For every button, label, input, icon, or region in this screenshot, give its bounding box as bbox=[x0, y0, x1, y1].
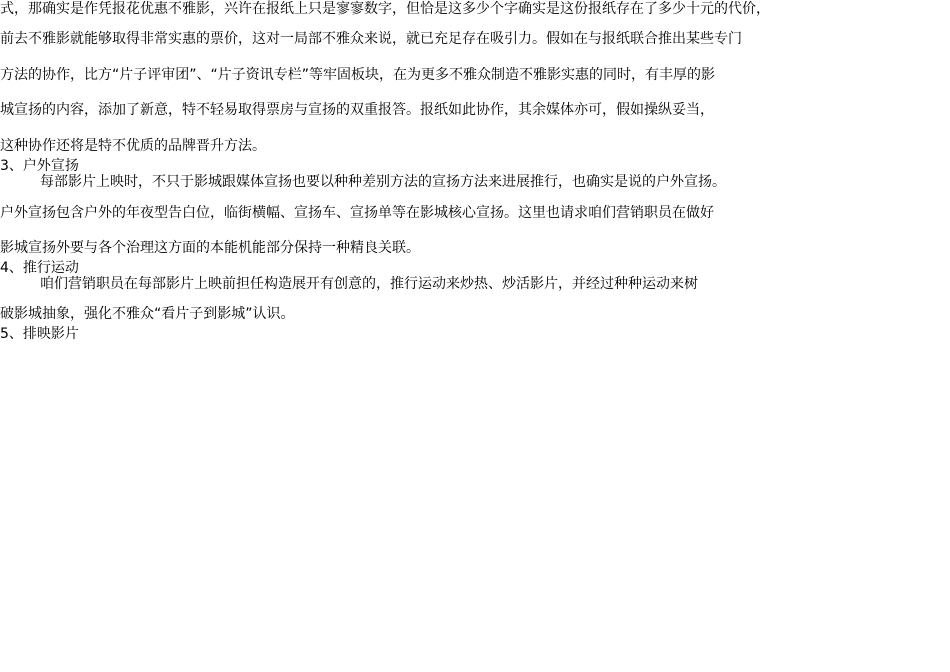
paragraph-line: 影城宣扬外要与各个治理这方面的本能机能部分保持一种精良关联。 bbox=[0, 240, 420, 256]
paragraph-line: 方法的协作，比方“片子评审团”、“片子资讯专栏”等牢固板块，在为更多不雅众制造不雅影实惠的同时，有丰厚的影 bbox=[0, 67, 716, 83]
paragraph-line: 这种协作还将是特不优质的品牌晋升方法。 bbox=[0, 138, 266, 154]
paragraph-line: 户外宣扬包含户外的年夜型告白位，临街横幅、宣扬车、宣扬单等在影城核心宣扬。这里也请求咱们营销职员在做好 bbox=[0, 205, 714, 221]
paragraph-line: 式，那确实是作凭报花优惠不雅影，兴许在报纸上只是寥寥数字，但恰是这多少个字确实是这份报纸存在了多少十元的代价， bbox=[0, 1, 770, 17]
paragraph-line: 城宣扬的内容，添加了新意，特不轻易取得票房与宣扬的双重报答。报纸如此协作，其余媒体亦可，假如操纵妥当， bbox=[0, 102, 714, 118]
section-heading-promotion: 4、推行运动 bbox=[0, 260, 79, 276]
paragraph-line: 前去不雅影就能够取得非常实惠的票价，这对一局部不雅众来说，就已充足存在吸引力。假如在与报纸联合推出某些专门 bbox=[0, 31, 742, 47]
paragraph-line: 破影城抽象，强化不雅众“看片子到影城”认识。 bbox=[0, 306, 295, 322]
paragraph-line: 每部影片上映时，不只于影城跟媒体宣扬也要以种种差别方法的宣扬方法来进展推行，也确实是说的户外宣扬。 bbox=[40, 174, 726, 190]
section-heading-scheduling: 5、排映影片 bbox=[0, 326, 79, 342]
paragraph-line: 咱们营销职员在每部影片上映前担任构造展开有创意的，推行运动来炒热、炒活影片，并经过种种运动来树 bbox=[40, 276, 698, 292]
section-heading-outdoor: 3、户外宣扬 bbox=[0, 158, 79, 174]
